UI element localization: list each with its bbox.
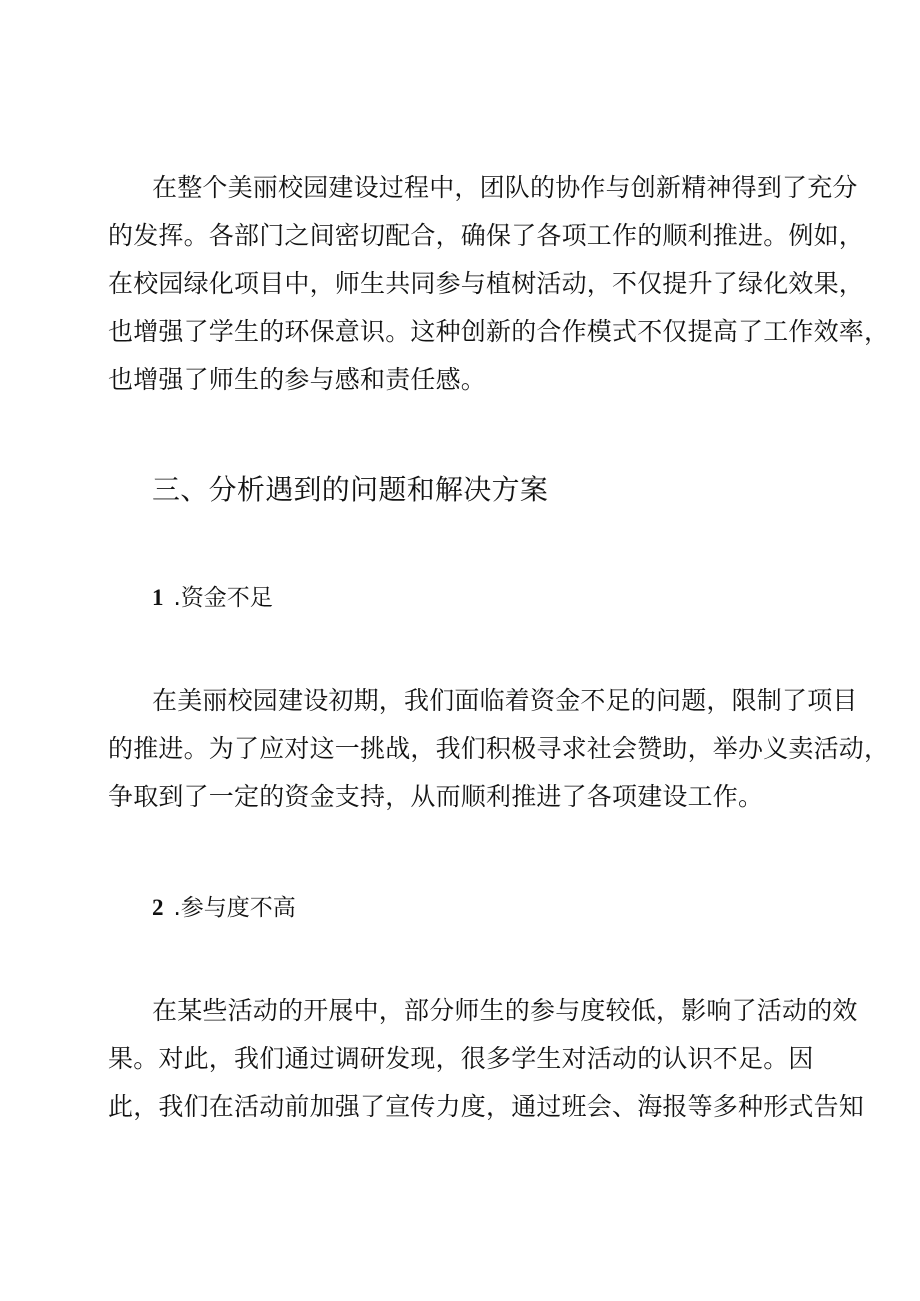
item-2-number: 2 (152, 895, 164, 920)
item-2-line-2: 果。对此，我们通过调研发现，很多学生对活动的认识不足。因 (108, 1044, 814, 1073)
item-1-title: .资金不足 (173, 585, 273, 611)
item-2-title: .参与度不高 (173, 895, 296, 921)
paragraph-1-line-3: 在校园绿化项目中，师生共同参与植树活动，不仅提升了绿化效果， (108, 269, 865, 298)
item-2-line-3: 此，我们在活动前加强了宣传力度，通过班会、海报等多种形式告知 (108, 1092, 865, 1121)
item-2-line-1: 在某些活动的开展中，部分师生的参与度较低，影响了活动的效 (152, 996, 858, 1025)
paragraph-1-line-4: 也增强了学生的环保意识。这种创新的合作模式不仅提高了工作效率， (108, 317, 890, 346)
paragraph-1-line-5: 也增强了师生的参与感和责任感。 (108, 365, 487, 394)
paragraph-1-line-1: 在整个美丽校园建设过程中，团队的协作与创新精神得到了充分 (152, 173, 858, 202)
item-1-number: 1 (152, 585, 164, 610)
item-1-line-3: 争取到了一定的资金支持，从而顺利推进了各项建设工作。 (108, 782, 764, 811)
item-2-heading (152, 893, 296, 923)
item-1-heading (152, 583, 273, 613)
item-1-line-2: 的推进。为了应对这一挑战，我们积极寻求社会赞助，举办义卖活动， (108, 734, 890, 763)
section-3-heading: 三、分析遇到的问题和解决方案 (152, 473, 549, 506)
item-1-line-1: 在美丽校园建设初期，我们面临着资金不足的问题，限制了项目 (152, 686, 858, 715)
paragraph-1-line-2: 的发挥。各部门之间密切配合，确保了各项工作的顺利推进。例如， (108, 221, 865, 250)
